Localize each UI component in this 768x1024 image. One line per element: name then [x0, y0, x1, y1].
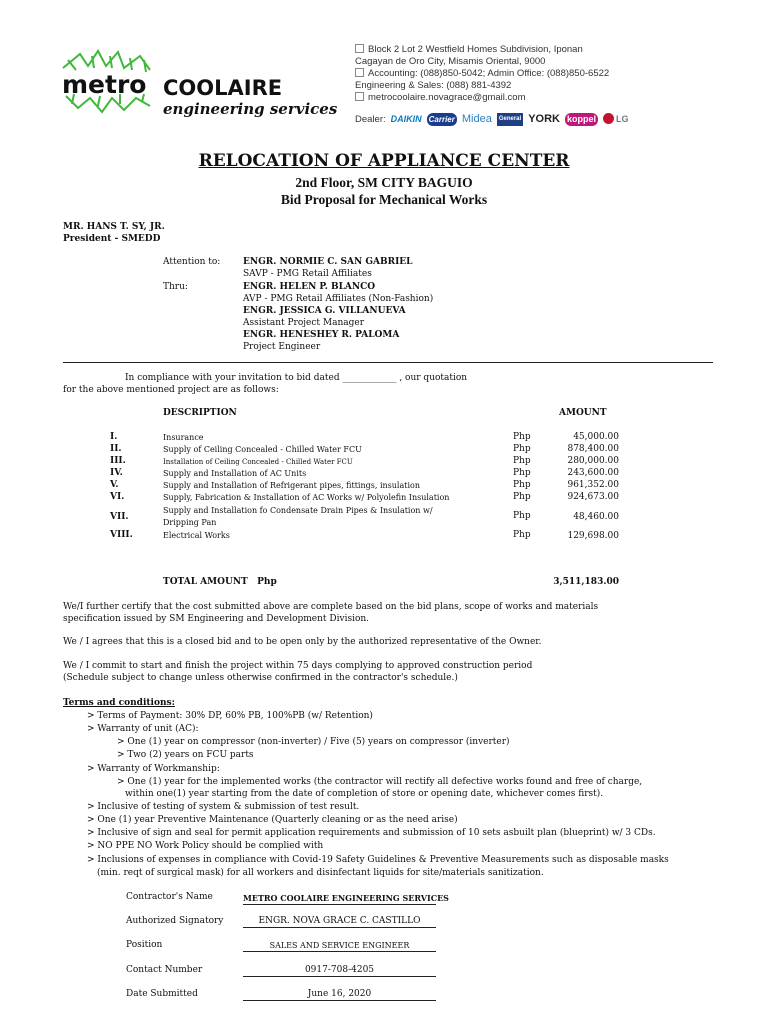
- item-number: VIII.: [110, 530, 133, 540]
- schedule-note: (Schedule subject to change unless otherwise confirmed in the contractor's schedule.): [63, 673, 458, 683]
- item-description: Supply, Fabrication & Installation of AC Works w/ Polyolefin Insulation: [163, 493, 450, 502]
- item-currency: Php: [513, 492, 531, 502]
- logo-text-coolaire: COOLAIRE: [163, 76, 283, 100]
- item-amount: 924,673.00: [567, 492, 619, 502]
- item-currency: Php: [513, 468, 531, 478]
- brand-midea-logo: Midea: [461, 113, 492, 125]
- checkbox-bullet-icon: [355, 44, 364, 53]
- terms-subitem: > One (1) year on compressor (non-inverter) / Five (5) years on compressor (inverter): [117, 737, 510, 747]
- logo-text-services: engineering services: [163, 100, 338, 118]
- contractor-name-value: METRO COOLAIRE ENGINEERING SERVICES: [243, 893, 449, 903]
- brand-york-logo: YORK: [528, 113, 560, 125]
- attention-line: Assistant Project Manager: [243, 318, 365, 328]
- position-value: SALES AND SERVICE ENGINEER: [243, 941, 436, 952]
- terms-item: > Inclusive of testing of system & submission of test result.: [87, 802, 360, 812]
- item-currency: Php: [513, 456, 531, 466]
- contact-accounting: Accounting: (088)850-5042; Admin Office: (088)850-6522: [355, 68, 609, 79]
- certification-text: specification issued by SM Engineering and Development Division.: [63, 614, 370, 624]
- item-description: Supply and Installation of Refrigerant pipes, fittings, insulation: [163, 481, 420, 490]
- contact-address-1: Block 2 Lot 2 Westfield Homes Subdivision, Iponan: [355, 44, 583, 55]
- item-description: Supply of Ceiling Concealed - Chilled Water FCU: [163, 445, 362, 454]
- date-submitted-value: June 16, 2020: [243, 989, 436, 1001]
- date-submitted-label: Date Submitted: [126, 989, 198, 999]
- document-location: 2nd Floor, SM CITY BAGUIO: [295, 175, 473, 190]
- item-number: IV.: [110, 468, 123, 478]
- checkbox-bullet-icon: [355, 92, 364, 101]
- item-amount: 280,000.00: [567, 456, 619, 466]
- attention-label: Attention to:: [163, 257, 221, 267]
- dealer-label: Dealer:: [355, 114, 386, 125]
- total-amount-value: 3,511,183.00: [553, 577, 619, 587]
- terms-subitem: > One (1) year for the implemented works (the contractor will rectify all defective works found and free of charge,: [117, 777, 643, 787]
- total-amount-label: TOTAL AMOUNT Php: [163, 577, 277, 587]
- attention-line: ENGR. JESSICA G. VILLANUEVA: [243, 306, 406, 316]
- attention-line: SAVP - PMG Retail Affiliates: [243, 269, 372, 279]
- item-currency: Php: [513, 530, 531, 540]
- attention-line: ENGR. NORMIE C. SAN GABRIEL: [243, 257, 413, 267]
- dealer-brands-row: [355, 113, 631, 126]
- brand-general-logo: General: [497, 113, 523, 126]
- item-amount: 48,460.00: [573, 512, 619, 522]
- terms-item: > Inclusions of expenses in compliance with Covid-19 Safety Guidelines & Preventive Measurements such as disposable masks: [87, 855, 669, 865]
- item-amount: 243,600.00: [567, 468, 619, 478]
- document-subtitle: Bid Proposal for Mechanical Works: [280, 192, 488, 207]
- authorized-signatory-value: ENGR. NOVA GRACE C. CASTILLO: [243, 916, 436, 928]
- checkbox-bullet-icon: [355, 68, 364, 77]
- intro-line-1: In compliance with your invitation to bid dated ____________ , our quotation: [125, 373, 468, 383]
- terms-item: > Inclusive of sign and seal for permit application requirements and submission of 10 sets asbuilt plan (blueprint) w/ 3 CDs.: [87, 828, 656, 838]
- brand-daikin-logo: DAIKIN: [390, 114, 422, 124]
- certification-text: We/I further certify that the cost submitted above are complete based on the bid plans, scope of works and materials: [63, 602, 599, 612]
- brand-carrier-logo: Carrier: [428, 115, 455, 124]
- terms-subitem-continued: within one(1) year starting from the date of completion of store or opening date, whichever comes first).: [125, 789, 604, 799]
- description-header: DESCRIPTION: [163, 408, 237, 418]
- attention-line: Project Engineer: [243, 342, 321, 352]
- addressee-position: President - SMEDD: [63, 234, 161, 244]
- terms-heading: Terms and conditions:: [63, 698, 175, 708]
- attention-line: ENGR. HELEN P. BLANCO: [243, 282, 376, 292]
- item-amount: 961,352.00: [567, 480, 619, 490]
- item-amount: 45,000.00: [573, 432, 619, 442]
- contact-address-2: Cagayan de Oro City, Misamis Oriental, 9000: [355, 56, 546, 67]
- terms-item: > Warranty of unit (AC):: [87, 724, 199, 734]
- item-description: Electrical Works: [163, 531, 230, 540]
- intro-line-2: for the above mentioned project are as follows:: [63, 385, 279, 395]
- contractor-name-label: Contractor's Name: [126, 892, 213, 902]
- item-currency: Php: [513, 444, 531, 454]
- addressee-name: MR. HANS T. SY, JR.: [63, 222, 165, 232]
- position-label: Position: [126, 940, 163, 950]
- item-description-continued: Dripping Pan: [163, 518, 217, 527]
- closed-bid-statement: We / I agrees that this is a closed bid and to be open only by the authorized representative of the Owner.: [63, 637, 542, 647]
- brand-lg-logo: LG: [601, 113, 631, 126]
- item-description: Insurance: [163, 433, 204, 442]
- item-description: Installation of Ceiling Concealed - Chilled Water FCU: [163, 458, 353, 466]
- item-amount: 878,400.00: [567, 444, 619, 454]
- item-amount: 129,698.00: [567, 531, 619, 541]
- contact-email: metrocoolaire.novagrace@gmail.com: [355, 92, 526, 103]
- thru-label: Thru:: [163, 282, 188, 292]
- attention-line: ENGR. HENESHEY R. PALOMA: [243, 330, 400, 340]
- item-number: VI.: [110, 492, 125, 502]
- terms-item-continued: (min. reqt of surgical mask) for all workers and disinfectant liquids for site/materials sanitization.: [97, 868, 544, 878]
- contact-number-value: 0917-708-4205: [243, 965, 436, 977]
- item-number: I.: [110, 432, 118, 442]
- lg-circle-icon: [603, 113, 614, 124]
- commitment-statement: We / I commit to start and finish the project within 75 days complying to approved construction period: [63, 661, 533, 671]
- section-divider: [63, 362, 713, 363]
- document-title: RELOCATION OF APPLIANCE CENTER: [198, 151, 570, 171]
- attention-line: AVP - PMG Retail Affiliates (Non-Fashion): [243, 294, 434, 304]
- brand-koppel-logo: koppel: [566, 114, 596, 124]
- item-number: V.: [110, 480, 119, 490]
- item-currency: Php: [513, 511, 531, 521]
- terms-item: > One (1) year Preventive Maintenance (Quarterly cleaning or as the need arise): [87, 815, 458, 825]
- contact-engineering: Engineering & Sales: (088) 881-4392: [355, 80, 512, 91]
- logo-text-metro: metro: [62, 70, 147, 99]
- authorized-signatory-label: Authorized Signatory: [126, 916, 224, 926]
- item-currency: Php: [513, 432, 531, 442]
- item-description: Supply and Installation fo Condensate Drain Pipes & Insulation w/: [163, 506, 433, 515]
- terms-subitem: > Two (2) years on FCU parts: [117, 750, 254, 760]
- terms-item: > Terms of Payment: 30% DP, 60% PB, 100%PB (w/ Retention): [87, 711, 373, 721]
- item-currency: Php: [513, 480, 531, 490]
- contact-number-label: Contact Number: [126, 965, 203, 975]
- amount-header: AMOUNT: [559, 408, 607, 418]
- item-number: VII.: [110, 512, 129, 522]
- item-number: III.: [110, 456, 126, 466]
- item-description: Supply and Installation of AC Units: [163, 469, 307, 478]
- item-number: II.: [110, 444, 122, 454]
- terms-item: > NO PPE NO Work Policy should be complied with: [87, 841, 324, 851]
- terms-item: > Warranty of Workmanship:: [87, 764, 220, 774]
